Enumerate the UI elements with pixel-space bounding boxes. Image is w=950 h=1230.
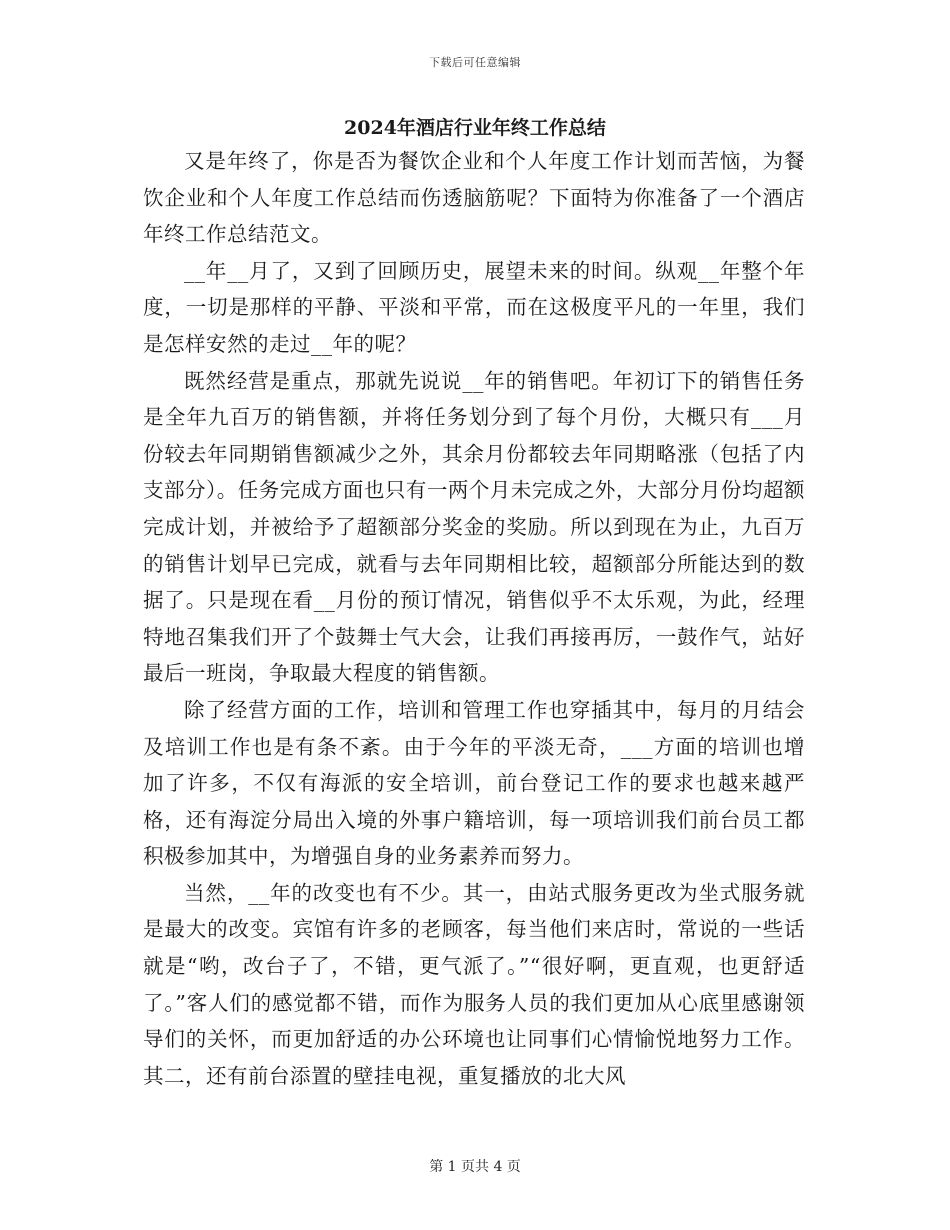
- page-header-note: 下载后可任意编辑: [429, 56, 521, 69]
- paragraph-sales: 既然经营是重点，那就先说说__年的销售吧。年初订下的销售任务是全年九百万的销售额，并将任务划分到了每个月份，大概只有___月份较去年同期销售额减少之外，其余月份都较去年同期略涨（包括了内支部分）。任务完成方面也只有一两个月未完成之外，大部分月份均超额完成计划，并被给予了超额部分奖金的奖励。所以到现在为止，九百万的销售计划早已完成，就看与去年同期相比较，超额部分所能达到的数据了。只是现在看__月份的预订情况，销售似乎不太乐观，为此，经理特地召集我们开了个鼓舞士气大会，让我们再接再厉，一鼓作气，站好最后一班岗，争取最大程度的销售额。: [143, 368, 805, 686]
- paragraph-changes: 当然，__年的改变也有不少。其一，由站式服务更改为坐式服务就是最大的改变。宾馆有许多的老顾客，每当他们来店时，常说的一些话就是“哟，改台子了，不错，更气派了。”“很好啊，更直观，也更舒适了。”客人们的感觉都不错，而作为服务人员的我们更加从心底里感谢领导们的关怀，而更加舒适的办公环境也让同事们心情愉悦地努力工作。其二，还有前台添置的壁挂电视，重复播放的北大风: [143, 880, 805, 1088]
- paragraph-training: 除了经营方面的工作，培训和管理工作也穿插其中，每月的月结会及培训工作也是有条不紊。由于今年的平淡无奇，___方面的培训也增加了许多，不仅有海派的安全培训，前台登记工作的要求也越来越严格，还有海淀分局出入境的外事户籍培训，每一项培训我们前台员工都积极参加其中，为增强自身的业务素养而努力。: [143, 697, 805, 869]
- paragraph-intro: 又是年终了，你是否为餐饮企业和个人年度工作计划而苦恼，为餐饮企业和个人年度工作总结而伤透脑筋呢？下面特为你准备了一个酒店年终工作总结范文。: [143, 149, 805, 247]
- document-title: 2024年酒店行业年终工作总结: [344, 117, 606, 139]
- document-body: [143, 143, 805, 1094]
- page-number: 第 1 页共 4 页: [429, 1159, 521, 1175]
- paragraph-review: __年__月了，又到了回顾历史，展望未来的时间。纵观__年整个年度，一切是那样的平静、平淡和平常，而在这极度平凡的一年里，我们是怎样安然的走过__年的呢？: [143, 258, 805, 356]
